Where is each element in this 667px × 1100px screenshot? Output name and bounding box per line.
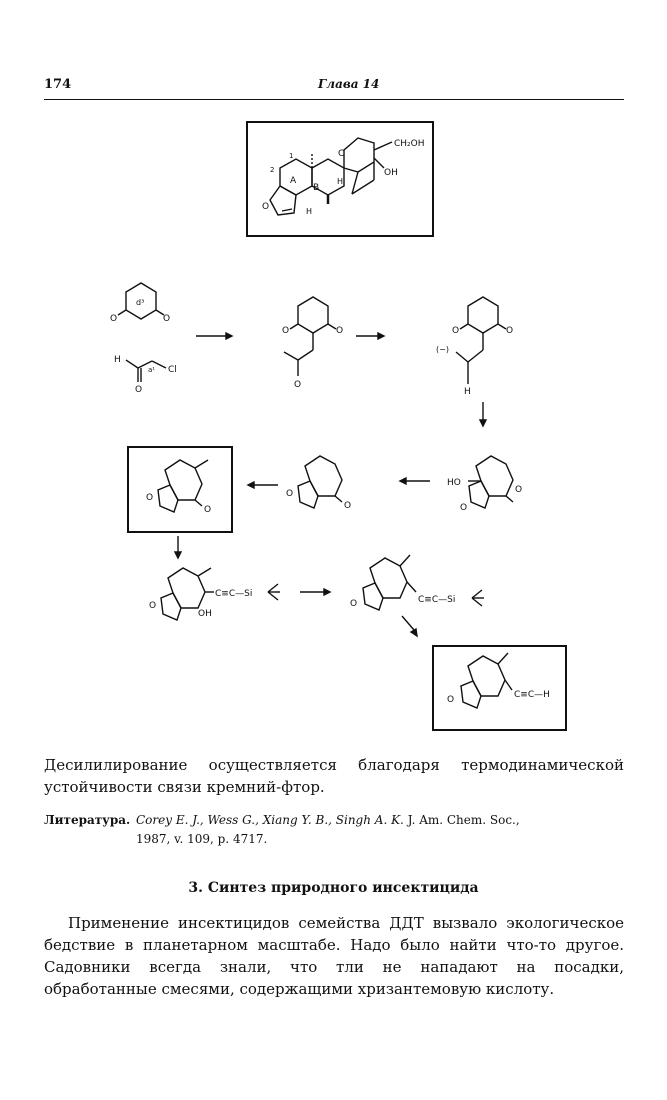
literature-label: Литература. [44, 813, 131, 827]
o-label: O [204, 505, 212, 515]
o-label: O [506, 326, 514, 336]
h-label: H [114, 355, 121, 365]
reference-journal: J. Am. Chem. Soc., [407, 813, 520, 827]
furan-o-label: O [350, 599, 358, 609]
arrow-head [324, 589, 330, 595]
arrow-head [400, 478, 406, 484]
o-label: O [344, 501, 352, 511]
furan-o-label: O [149, 601, 157, 611]
position-1-label: 1 [289, 152, 294, 160]
o-label: O [110, 314, 118, 324]
page-number: 174 [44, 77, 72, 92]
furan-o-label: O [146, 493, 154, 503]
alkyne-label: C≡C—Si [215, 589, 253, 599]
arrow-head [378, 333, 384, 339]
furanone [286, 456, 351, 511]
oh-label: OH [384, 168, 398, 178]
furan-o-label: O [286, 489, 294, 499]
furan-o-label: O [447, 695, 455, 705]
chloroacetaldehyde-reagent [114, 355, 177, 395]
o-label: O [452, 326, 460, 336]
propargyl-alcohol [149, 568, 280, 620]
arrow-head [480, 420, 486, 426]
alkyne-label: C≡C—Si [418, 595, 456, 605]
reference-line-1 [44, 811, 624, 830]
arrow-head [248, 482, 254, 488]
arrow-head [226, 333, 232, 339]
ring-b-label: B [313, 183, 320, 193]
o-label: O [163, 314, 171, 324]
section-heading: 3. Синтез природного инсектицида [188, 880, 479, 896]
desilylation-paragraph: Десилилирование осуществляется благодаря термодинамической устойчивости связи кремний-фтор. [44, 756, 624, 796]
reference-line-2: 1987, v. 109, p. 4717. [136, 832, 268, 846]
synthon-label: a¹ [148, 366, 156, 374]
o-label: O [515, 485, 523, 495]
reaction-arrow [402, 616, 414, 630]
o-label: O [336, 326, 344, 336]
arrow-head [411, 629, 417, 636]
arrow-head [175, 552, 181, 558]
furan-o-label: O [460, 503, 468, 513]
oh-label: OH [198, 609, 212, 619]
o-label: O [282, 326, 290, 336]
alkylated-dione [282, 297, 343, 390]
o-label: O [294, 380, 302, 390]
position-2-label: 2 [270, 166, 275, 174]
terminal-enyne-product [447, 653, 550, 708]
o-label: O [135, 385, 143, 395]
cyclohexanedione-reagent [110, 283, 170, 324]
h-label: H [464, 387, 471, 397]
h-label-2: H [306, 207, 313, 216]
cl-label: Cl [168, 365, 177, 375]
alkyne-label: C≡C—H [514, 690, 550, 700]
product-box [433, 646, 566, 730]
ring-a-label: A [290, 176, 297, 186]
furan-o-label: O [262, 202, 270, 212]
insecticide-paragraph: Применение инсектицидов семейства ДДТ вызвало экологическое бедствие в планетарном масштабе. Надо было найти что-то другое. Садовники всегда знали, что тли не нападают на посадки, обработанные смесями, содержащими хризантемовую кислоту. [44, 914, 624, 998]
enolate-intermediate [436, 297, 513, 397]
charge-label: (−) [436, 345, 449, 354]
ch2oh-label: CH₂OH [394, 139, 425, 149]
ring-c-label: C [338, 149, 345, 159]
chapter-title: Глава 14 [318, 77, 380, 91]
hydroxy-furanone [447, 456, 522, 513]
literature-reference [44, 811, 624, 849]
target-structure [262, 138, 425, 216]
reference-authors: Corey E. J., Wess G., Xiang Y. B., Singh A. K. [136, 813, 404, 827]
disconnection-label: d³ [136, 298, 145, 307]
h-label-1: H [337, 177, 344, 186]
methyl-furanone [146, 460, 211, 515]
ho-label: HO [447, 478, 461, 488]
enyne-silane [350, 555, 484, 610]
